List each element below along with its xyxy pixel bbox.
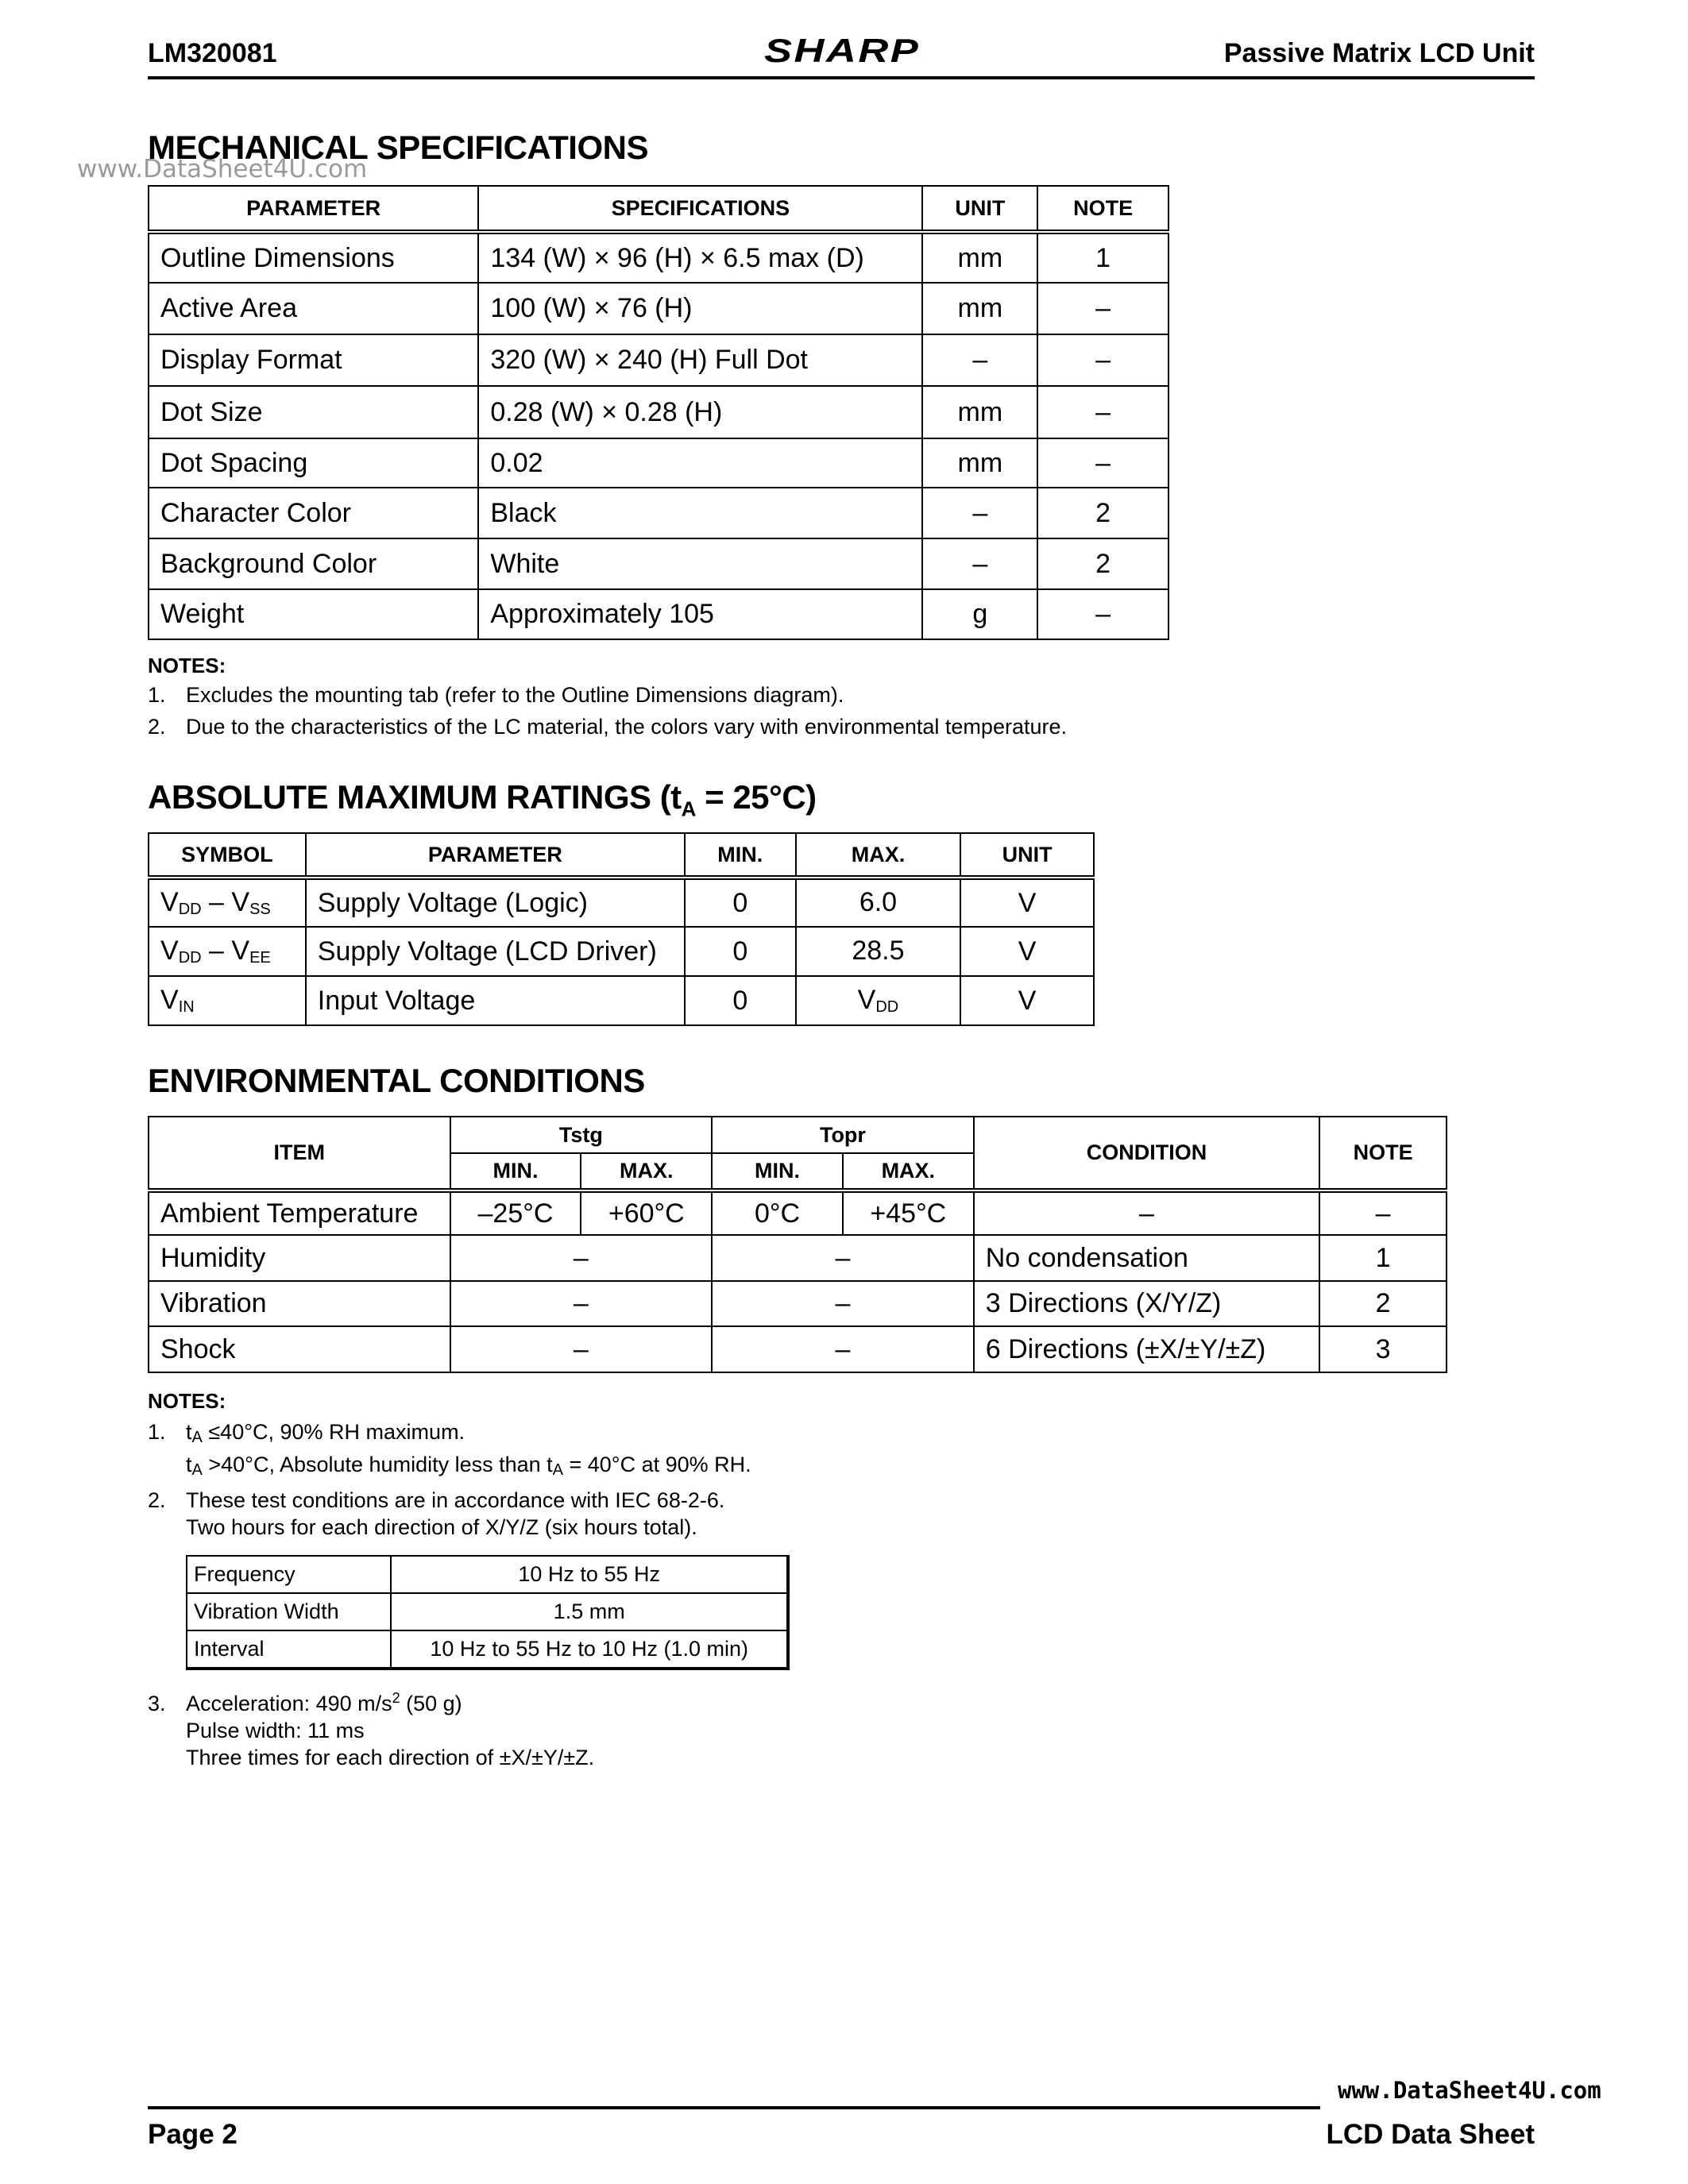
cell-note: – bbox=[1319, 1190, 1447, 1235]
table-row bbox=[149, 232, 1168, 283]
cell-item: Humidity bbox=[149, 1235, 450, 1281]
col-topr: Topr bbox=[712, 1117, 974, 1153]
table-row bbox=[149, 283, 1168, 334]
note-3 bbox=[148, 1684, 594, 1771]
cell-topr-max: +45°C bbox=[843, 1190, 974, 1235]
note-text: >40°C, Absolute humidity less than t bbox=[202, 1453, 553, 1476]
symbol-part: V bbox=[160, 985, 179, 1015]
note-text: Due to the characteristics of the LC material, the colors vary with environmental temperature. bbox=[186, 715, 1067, 739]
mechanical-title: MECHANICAL SPECIFICATIONS bbox=[148, 129, 648, 166]
note-item: Three times for each direction of ±X/±Y/±Z. bbox=[186, 1746, 595, 1769]
cell-symbol bbox=[149, 927, 306, 976]
table-row bbox=[187, 1630, 788, 1669]
symbol-part: V bbox=[160, 887, 179, 917]
cell-symbol bbox=[149, 976, 306, 1025]
note-number: 1. bbox=[148, 1420, 166, 1444]
cell-tstg-min: –25°C bbox=[450, 1190, 581, 1235]
table-row bbox=[149, 386, 1168, 438]
col-specifications: SPECIFICATIONS bbox=[478, 186, 922, 232]
symbol-subscript: DD bbox=[178, 901, 202, 918]
watermark: www.DataSheet4U.com bbox=[77, 155, 368, 183]
footer-doc-title: LCD Data Sheet bbox=[1326, 2119, 1535, 2150]
col-item: ITEM bbox=[149, 1117, 450, 1190]
note-text: Acceleration: 490 m/s bbox=[186, 1692, 392, 1715]
mechanical-table bbox=[148, 185, 1169, 640]
cell-parameter: Dot Size bbox=[149, 386, 478, 438]
col-tstg: Tstg bbox=[450, 1117, 713, 1153]
cell-label: Interval bbox=[187, 1630, 391, 1669]
cell-condition: No condensation bbox=[974, 1235, 1319, 1281]
note-text: Excludes the mounting tab (refer to the Outline Dimensions diagram). bbox=[186, 683, 844, 707]
note-item bbox=[148, 1451, 751, 1484]
cell-note: – bbox=[1037, 283, 1168, 334]
cell-spec: Black bbox=[478, 488, 922, 538]
cell-topr: – bbox=[712, 1235, 974, 1281]
col-min: MIN. bbox=[685, 833, 796, 878]
note-subscript: A bbox=[191, 1429, 203, 1446]
title-text-end: = 25°C) bbox=[695, 778, 817, 816]
cell-note: – bbox=[1037, 438, 1168, 488]
model-number: LM320081 bbox=[148, 38, 277, 68]
cell-parameter: Outline Dimensions bbox=[149, 232, 478, 283]
symbol-subscript: DD bbox=[178, 949, 202, 967]
cell-note: 2 bbox=[1037, 538, 1168, 589]
cell-note: 2 bbox=[1037, 488, 1168, 538]
cell-condition: 6 Directions (±X/±Y/±Z) bbox=[974, 1326, 1319, 1372]
note-number: 1. bbox=[148, 683, 166, 707]
cell-tstg: – bbox=[450, 1281, 713, 1326]
note-item bbox=[148, 1487, 751, 1514]
cell-spec: 0.28 (W) × 0.28 (H) bbox=[478, 386, 922, 438]
cell-label: Frequency bbox=[187, 1556, 391, 1593]
cell-note: 1 bbox=[1319, 1235, 1447, 1281]
col-unit: UNIT bbox=[960, 833, 1094, 878]
cell-spec: 320 (W) × 240 (H) Full Dot bbox=[478, 334, 922, 386]
note-item bbox=[148, 1418, 751, 1451]
cell-unit: mm bbox=[922, 438, 1037, 488]
absolute-ratings-table bbox=[148, 832, 1095, 1026]
max-value: 6.0 bbox=[859, 887, 898, 917]
footer-rule bbox=[148, 2106, 1320, 2109]
sharp-logo: SHARP bbox=[764, 32, 921, 69]
table-row bbox=[149, 589, 1168, 639]
header-rule bbox=[148, 76, 1535, 79]
note-text: = 40°C at 90% RH. bbox=[563, 1453, 751, 1476]
cell-tstg: – bbox=[450, 1326, 713, 1372]
table-row bbox=[149, 927, 1094, 976]
note-text: (50 g) bbox=[400, 1692, 462, 1715]
note-text: t bbox=[186, 1453, 192, 1476]
symbol-subscript: SS bbox=[249, 901, 271, 918]
cell-unit: g bbox=[922, 589, 1037, 639]
cell-item: Ambient Temperature bbox=[149, 1190, 450, 1235]
note-item bbox=[148, 681, 1067, 708]
col-unit: UNIT bbox=[922, 186, 1037, 232]
cell-topr: – bbox=[712, 1281, 974, 1326]
note-text: ≤40°C, 90% RH maximum. bbox=[202, 1420, 465, 1444]
note-text: These test conditions are in accordance with IEC 68-2-6. bbox=[186, 1488, 725, 1512]
symbol-part: V bbox=[231, 936, 250, 966]
cell-parameter: Supply Voltage (LCD Driver) bbox=[306, 927, 685, 976]
note-number: 2. bbox=[148, 1488, 166, 1512]
cell-tstg: – bbox=[450, 1235, 713, 1281]
note-text: t bbox=[186, 1420, 192, 1444]
note-number: 2. bbox=[148, 715, 166, 739]
table-row bbox=[149, 334, 1168, 386]
cell-item: Vibration bbox=[149, 1281, 450, 1326]
note-item: Pulse width: 11 ms bbox=[186, 1719, 365, 1742]
cell-value: 1.5 mm bbox=[391, 1593, 788, 1630]
table-row bbox=[187, 1593, 788, 1630]
max-value: V bbox=[857, 985, 876, 1015]
table-row bbox=[149, 438, 1168, 488]
cell-note: 3 bbox=[1319, 1326, 1447, 1372]
col-condition: CONDITION bbox=[974, 1117, 1319, 1190]
col-topr-max: MAX. bbox=[843, 1153, 974, 1190]
cell-parameter: Display Format bbox=[149, 334, 478, 386]
cell-note: 1 bbox=[1037, 232, 1168, 283]
cell-min: 0 bbox=[685, 878, 796, 927]
note-text: Two hours for each direction of X/Y/Z (six hours total). bbox=[186, 1515, 697, 1539]
cell-note: – bbox=[1037, 334, 1168, 386]
cell-value: 10 Hz to 55 Hz bbox=[391, 1556, 788, 1593]
col-max: MAX. bbox=[796, 833, 961, 878]
note-item bbox=[148, 1684, 594, 1717]
cell-unit: V bbox=[960, 878, 1094, 927]
col-parameter: PARAMETER bbox=[149, 186, 478, 232]
note-subscript: A bbox=[552, 1461, 563, 1479]
col-note: NOTE bbox=[1037, 186, 1168, 232]
cell-topr-min: 0°C bbox=[712, 1190, 843, 1235]
cell-spec: 0.02 bbox=[478, 438, 922, 488]
table-row bbox=[149, 878, 1094, 927]
cell-condition: – bbox=[974, 1190, 1319, 1235]
page-number: Page 2 bbox=[148, 2119, 238, 2150]
cell-topr: – bbox=[712, 1326, 974, 1372]
cell-spec: White bbox=[478, 538, 922, 589]
cell-parameter: Character Color bbox=[149, 488, 478, 538]
cell-label: Vibration Width bbox=[187, 1593, 391, 1630]
table-row bbox=[149, 976, 1094, 1025]
max-value: 28.5 bbox=[852, 936, 905, 966]
symbol-part: V bbox=[160, 936, 179, 966]
max-subscript: DD bbox=[875, 998, 899, 1016]
symbol-part: V bbox=[231, 887, 250, 917]
cell-spec: 134 (W) × 96 (H) × 6.5 max (D) bbox=[478, 232, 922, 283]
cell-parameter: Background Color bbox=[149, 538, 478, 589]
cell-unit: mm bbox=[922, 386, 1037, 438]
cell-unit: V bbox=[960, 927, 1094, 976]
cell-min: 0 bbox=[685, 976, 796, 1025]
cell-symbol bbox=[149, 878, 306, 927]
note-item bbox=[148, 713, 1067, 740]
col-symbol: SYMBOL bbox=[149, 833, 306, 878]
table-row bbox=[149, 488, 1168, 538]
cell-parameter: Supply Voltage (Logic) bbox=[306, 878, 685, 927]
table-row bbox=[149, 1326, 1447, 1372]
symbol-subscript: IN bbox=[178, 998, 195, 1016]
notes-title: NOTES: bbox=[148, 1389, 226, 1413]
footer-url: www.DataSheet4U.com bbox=[1338, 2077, 1601, 2104]
cell-parameter: Active Area bbox=[149, 283, 478, 334]
cell-min: 0 bbox=[685, 927, 796, 976]
symbol-dash: – bbox=[201, 887, 232, 917]
mechanical-notes bbox=[148, 654, 1067, 740]
cell-unit: mm bbox=[922, 283, 1037, 334]
cell-unit: V bbox=[960, 976, 1094, 1025]
cell-max bbox=[796, 976, 961, 1025]
cell-unit: – bbox=[922, 488, 1037, 538]
col-tstg-min: MIN. bbox=[450, 1153, 581, 1190]
cell-spec: 100 (W) × 76 (H) bbox=[478, 283, 922, 334]
cell-unit: – bbox=[922, 538, 1037, 589]
notes-title: NOTES: bbox=[148, 654, 226, 677]
table-row bbox=[149, 1190, 1447, 1235]
cell-tstg-max: +60°C bbox=[581, 1190, 712, 1235]
title-text: ABSOLUTE MAXIMUM RATINGS (t bbox=[148, 778, 682, 816]
cell-parameter: Weight bbox=[149, 589, 478, 639]
symbol-subscript: EE bbox=[249, 949, 271, 967]
cell-unit: mm bbox=[922, 232, 1037, 283]
cell-item: Shock bbox=[149, 1326, 450, 1372]
cell-unit: – bbox=[922, 334, 1037, 386]
cell-max bbox=[796, 878, 961, 927]
col-tstg-max: MAX. bbox=[581, 1153, 712, 1190]
note-subscript: A bbox=[191, 1461, 203, 1479]
table-row bbox=[187, 1556, 788, 1593]
col-note: NOTE bbox=[1319, 1117, 1447, 1190]
note-item bbox=[148, 1514, 751, 1541]
cell-max bbox=[796, 927, 961, 976]
environmental-title: ENVIRONMENTAL CONDITIONS bbox=[148, 1062, 645, 1099]
cell-note: – bbox=[1037, 386, 1168, 438]
cell-spec: Approximately 105 bbox=[478, 589, 922, 639]
table-row bbox=[149, 1235, 1447, 1281]
col-parameter: PARAMETER bbox=[306, 833, 685, 878]
note-number: 3. bbox=[148, 1692, 166, 1715]
cell-value: 10 Hz to 55 Hz to 10 Hz (1.0 min) bbox=[391, 1630, 788, 1669]
cell-parameter: Input Voltage bbox=[306, 976, 685, 1025]
cell-condition: 3 Directions (X/Y/Z) bbox=[974, 1281, 1319, 1326]
table-row bbox=[149, 1281, 1447, 1326]
symbol-dash: – bbox=[201, 936, 232, 966]
environmental-notes bbox=[148, 1389, 751, 1541]
document-type: Passive Matrix LCD Unit bbox=[1223, 38, 1535, 68]
col-topr-min: MIN. bbox=[712, 1153, 843, 1190]
vibration-table bbox=[186, 1555, 790, 1670]
cell-note: 2 bbox=[1319, 1281, 1447, 1326]
title-subscript: A bbox=[681, 797, 696, 821]
cell-note: – bbox=[1037, 589, 1168, 639]
table-row bbox=[149, 538, 1168, 589]
absolute-ratings-title bbox=[148, 778, 817, 821]
environmental-table bbox=[148, 1116, 1447, 1373]
note-superscript: 2 bbox=[392, 1690, 400, 1706]
cell-parameter: Dot Spacing bbox=[149, 438, 478, 488]
